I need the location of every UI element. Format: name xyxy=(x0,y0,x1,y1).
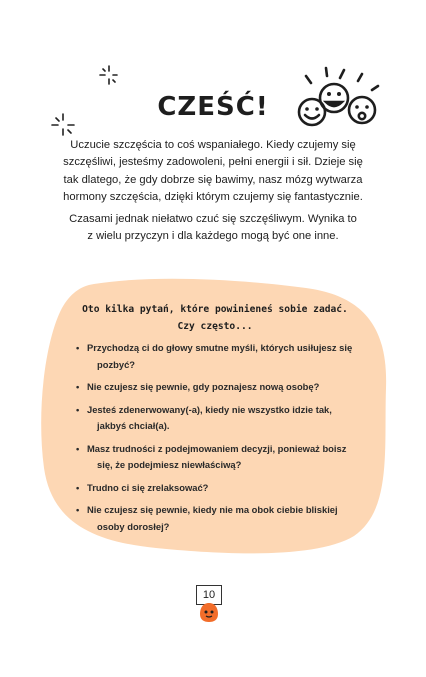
page-number: 10 xyxy=(196,585,222,605)
smiley-faces-icon xyxy=(292,66,384,132)
questions-list xyxy=(76,340,366,541)
intro-line: szczęśliwi, jesteśmy zadowoleni, pełni energii i sił. Dzieje się xyxy=(63,156,363,169)
questions-heading-line: Czy często... xyxy=(177,321,253,332)
list-item: • Masz trudności z podejmowaniem decyzji, ponieważ boisz się, że podejmiesz niewłaściwą? xyxy=(76,442,347,470)
intro-line: tak dlatego, że gdy dobrze się bawimy, nasz mózg wytwarza xyxy=(63,173,363,186)
intro-paragraph xyxy=(40,137,386,206)
intro-line: Uczucie szczęścia to coś wspaniałego. Kiedy czujemy się xyxy=(70,139,356,151)
list-item: • Jesteś zdenerwowany(-a), kiedy nie wszystko idzie tak, jakbyś chciał(a). xyxy=(76,403,332,431)
list-item: • Nie czujesz się pewnie, kiedy nie ma obok ciebie bliskiej osoby dorosłej? xyxy=(76,504,338,532)
page-title: CZEŚĆ! xyxy=(157,92,269,122)
intro-line: Czasami jednak niełatwo czuć się szczęśliwym. Wynika to xyxy=(69,213,357,225)
list-item: • Przychodzą ci do głowy smutne myśli, których usiłujesz się pozbyć? xyxy=(76,342,353,370)
list-item: • Trudno ci się zrelaksować? xyxy=(76,481,209,493)
intro-paragraph xyxy=(40,211,386,246)
questions-heading xyxy=(60,301,370,335)
questions-heading-line: Oto kilka pytań, które powinieneś sobie zadać. xyxy=(82,304,348,315)
list-item: • Nie czujesz się pewnie, gdy poznajesz nową osobę? xyxy=(76,381,320,392)
page-mascot-icon xyxy=(199,601,219,623)
intro-line: hormony szczęścia, dzięki którym czujemy się fantastycznie. xyxy=(63,190,363,203)
sparkle-icon xyxy=(98,64,120,86)
intro-line: z wielu przyczyn i dla każdego mogą być one inne. xyxy=(87,230,339,243)
